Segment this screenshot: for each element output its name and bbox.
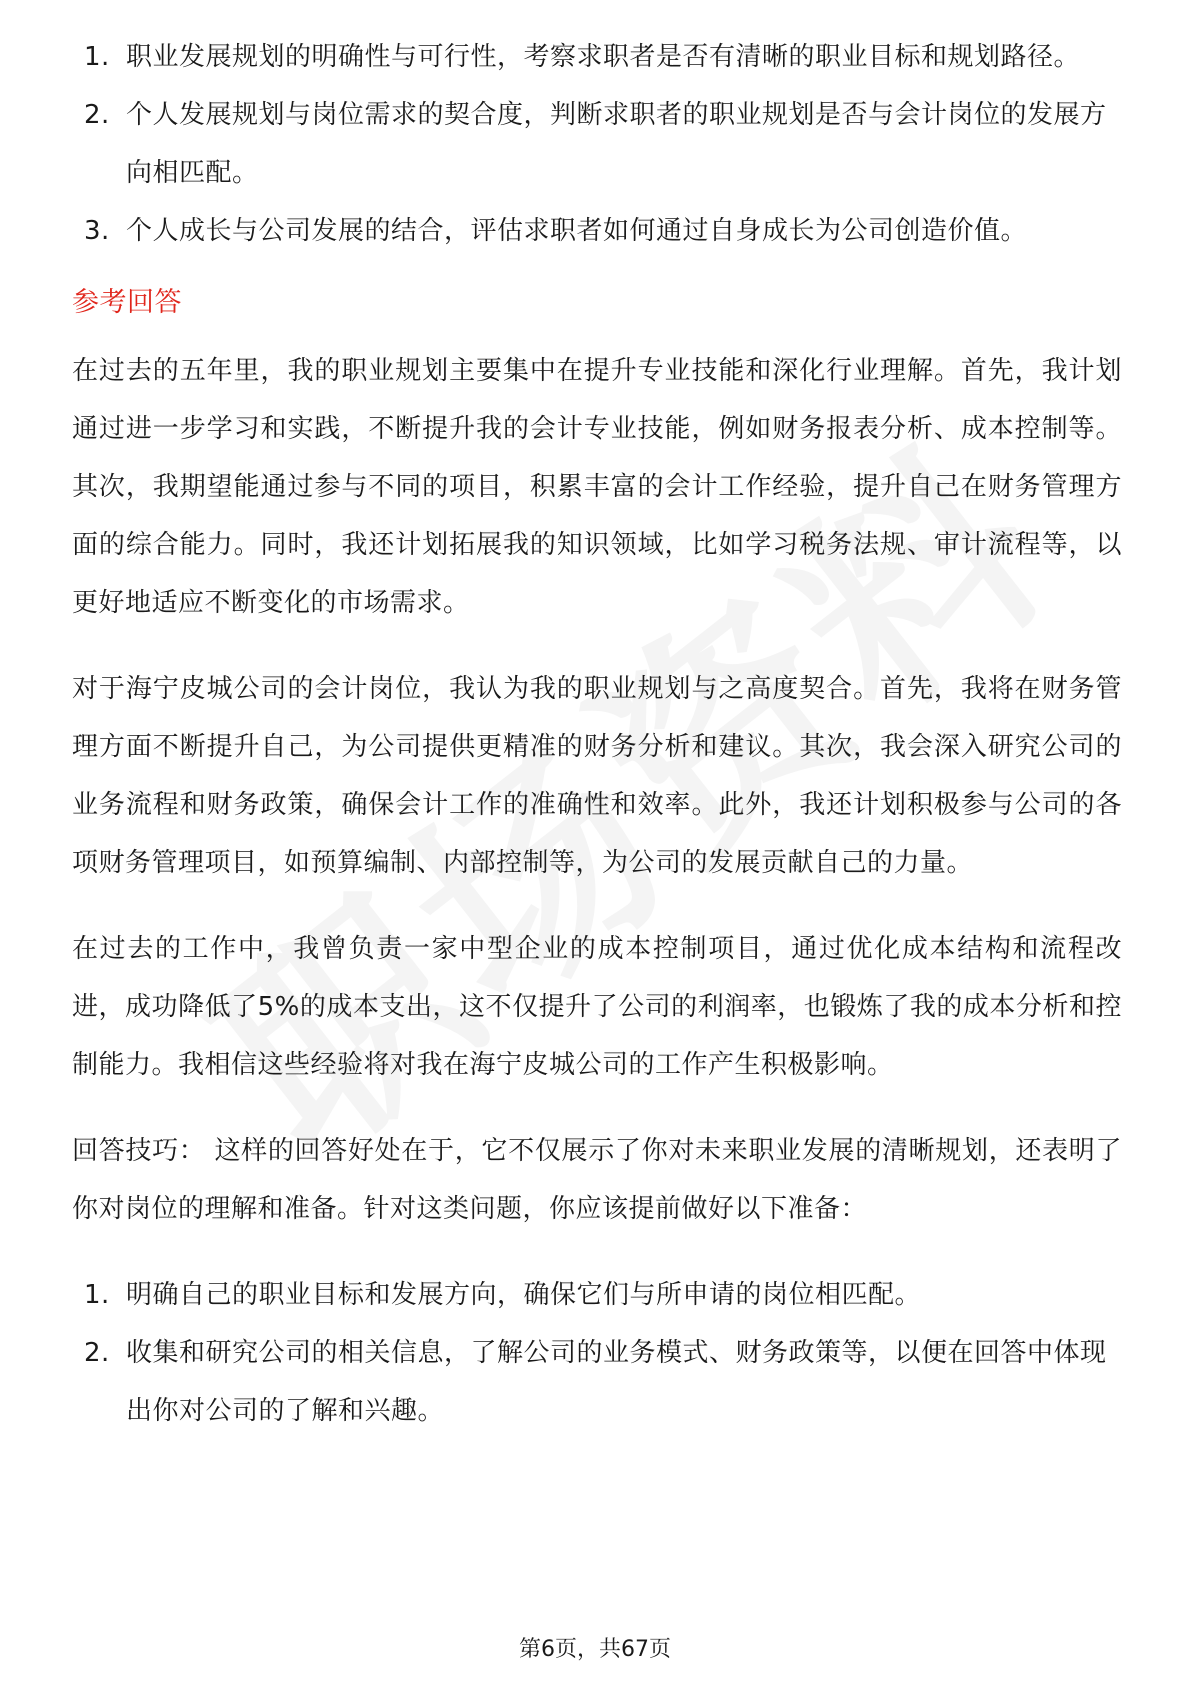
page-footer: 第6页，共67页: [519, 1637, 671, 1662]
answer-paragraph: 在过去的五年里，我的职业规划主要集中在提升专业技能和深化行业理解。首先，我计划通过进一步学习和实践，不断提升我的会计专业技能，例如财务报表分析、成本控制等。其次，我期望能通过参与不同的项目，积累丰富的会计工作经验，提升自己在财务管理方面的综合能力。同时，我还计划拓展我的知识领域，比如学习税务法规、审计流程等，以更好地适应不断变化的市场需求。: [72, 356, 1122, 618]
list-item-text: 个人成长与公司发展的结合，评估求职者如何通过自身成长为公司创造价值。: [126, 216, 1028, 246]
list-item-text: 收集和研究公司的相关信息，了解公司的业务模式、财务政策等，以便在回答中体现出你对公司的了解和兴趣。: [126, 1338, 1107, 1426]
list-item-number: 1.: [84, 1280, 110, 1310]
list-item-text: 明确自己的职业目标和发展方向，确保它们与所申请的岗位相匹配。: [126, 1280, 922, 1310]
list-item: [72, 1324, 1122, 1440]
list-item: [72, 1266, 1122, 1324]
list-item-number: 1.: [84, 42, 110, 72]
preparation-list: [72, 1266, 1122, 1440]
tips-paragraph: 回答技巧： 这样的回答好处在于，它不仅展示了你对未来职业发展的清晰规划，还表明了你对岗位的理解和准备。针对这类问题，你应该提前做好以下准备：: [72, 1136, 1122, 1224]
list-item: [72, 86, 1122, 202]
evaluation-points-list: [72, 28, 1122, 260]
page-content: [72, 28, 1122, 1440]
answer-paragraph: 对于海宁皮城公司的会计岗位，我认为我的职业规划与之高度契合。首先，我将在财务管理方面不断提升自己，为公司提供更精准的财务分析和建议。其次，我会深入研究公司的业务流程和财务政策，确保会计工作的准确性和效率。此外，我还计划积极参与公司的各项财务管理项目，如预算编制、内部控制等，为公司的发展贡献自己的力量。: [72, 674, 1122, 878]
section-heading: 参考回答: [72, 287, 182, 318]
list-item-number: 3.: [84, 216, 110, 246]
answer-paragraph: 在过去的工作中，我曾负责一家中型企业的成本控制项目，通过优化成本结构和流程改进，成功降低了5%的成本支出，这不仅提升了公司的利润率，也锻炼了我的成本分析和控制能力。我相信这些经验将对我在海宁皮城公司的工作产生积极影响。: [72, 934, 1122, 1080]
list-item: [72, 202, 1122, 260]
list-item-number: 2.: [84, 100, 110, 130]
list-item: [72, 28, 1122, 86]
list-item-number: 2.: [84, 1338, 110, 1368]
list-item-text: 个人发展规划与岗位需求的契合度，判断求职者的职业规划是否与会计岗位的发展方向相匹配。: [126, 100, 1107, 188]
list-item-text: 职业发展规划的明确性与可行性，考察求职者是否有清晰的职业目标和规划路径。: [126, 42, 1081, 72]
